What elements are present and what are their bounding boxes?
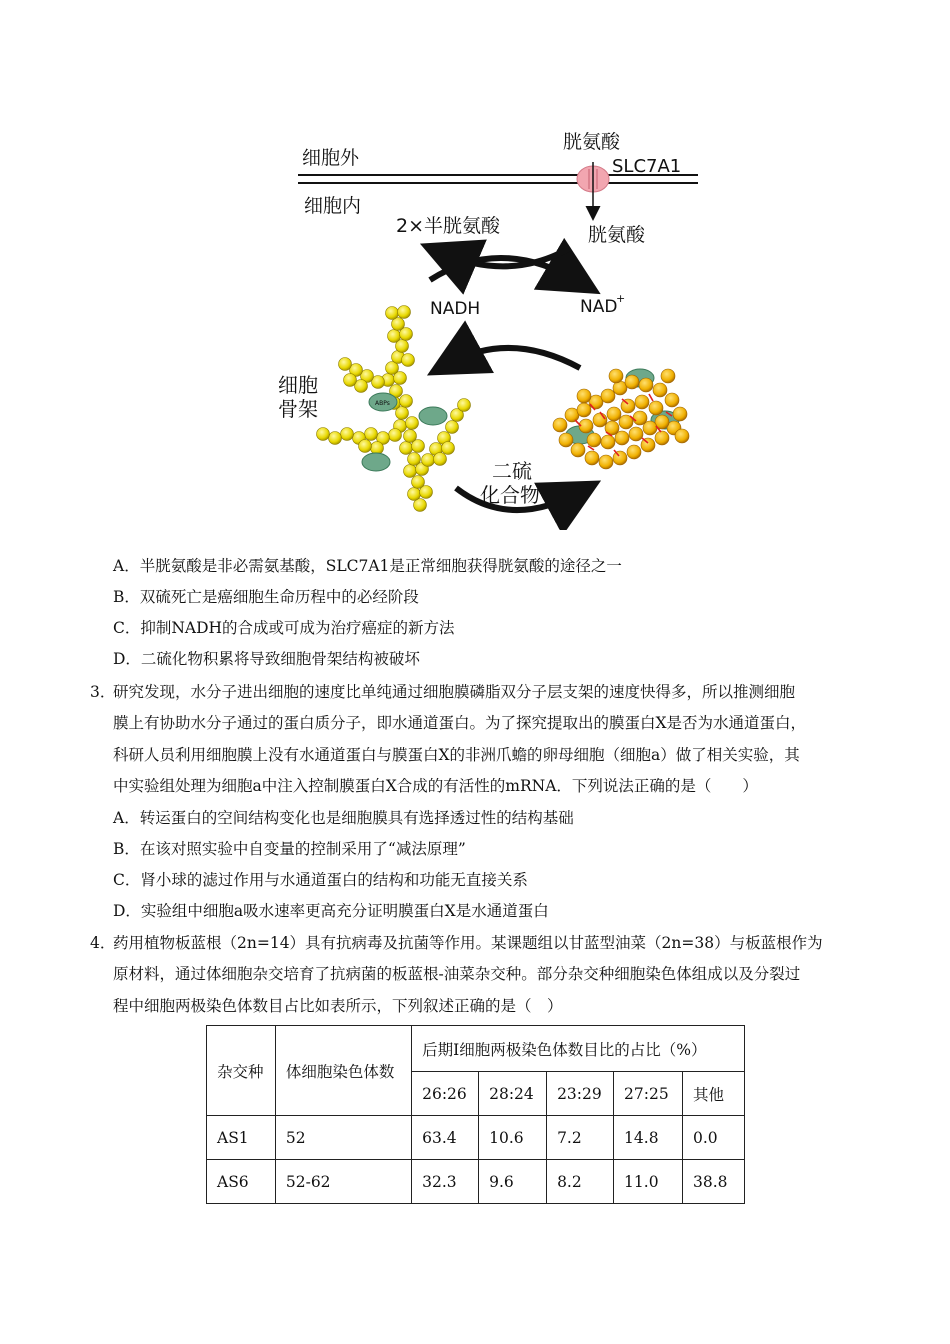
q3-option-d: D．实验组中细胞a吸水速率更高充分证明膜蛋白X是水通道蛋白 <box>113 902 549 920</box>
q3-option-b: B．在该对照实验中自变量的控制采用了“减法原理” <box>113 840 466 858</box>
subheader-cell: 26:26 <box>412 1072 479 1116</box>
disulfide-label-2: 化合物 <box>480 483 540 507</box>
subheader-cell: 27:25 <box>614 1072 683 1116</box>
table-cell: 9.6 <box>479 1160 547 1204</box>
disulfidptosis-figure <box>270 120 710 530</box>
table-cell: 11.0 <box>614 1160 683 1204</box>
table-cell: 32.3 <box>412 1160 479 1204</box>
table-cell: 38.8 <box>683 1160 745 1204</box>
chromosome-ratio-table <box>206 1025 745 1204</box>
oxidation-arrow <box>448 348 580 368</box>
abp-label: ABPs <box>375 400 390 407</box>
header-anaphase-ratio: 后期Ⅰ细胞两极染色体数目比的占比（%） <box>412 1026 745 1072</box>
q4-stem-line-3: 程中细胞两极染色体数目占比如表所示，下列叙述正确的是（ ） <box>113 997 563 1015</box>
q4-stem-line-1: 药用植物板蓝根（2n=14）具有抗病毒及抗菌等作用。某课题组以甘蓝型油菜（2n=38）与板蓝根作为 <box>113 934 823 952</box>
table-cell: 14.8 <box>614 1116 683 1160</box>
nad-label: NAD <box>580 297 618 317</box>
q3-number: 3． <box>90 683 116 701</box>
table-cell: 52 <box>275 1116 411 1160</box>
table-cell: 10.6 <box>479 1116 547 1160</box>
table-cell: 7.2 <box>547 1116 614 1160</box>
cysteine-label: 2×半胱氨酸 <box>396 215 501 237</box>
cystine-top-label: 胱氨酸 <box>563 131 621 153</box>
table-cell: 63.4 <box>412 1116 479 1160</box>
q3-option-a: A．转运蛋白的空间结构变化也是细胞膜具有选择透过性的结构基础 <box>113 809 574 827</box>
q3-option-c: C．肾小球的滤过作用与水通道蛋白的结构和功能无直接关系 <box>113 871 528 889</box>
table-row <box>207 1116 745 1160</box>
table-row <box>207 1160 745 1204</box>
table-header-row <box>207 1026 745 1072</box>
subheader-cell: 23:29 <box>547 1072 614 1116</box>
cytoskeleton-label-2: 骨架 <box>278 397 318 421</box>
nad-superscript: + <box>616 292 626 305</box>
q2-option-b: B．双硫死亡是癌细胞生命历程中的必经阶段 <box>113 588 419 606</box>
q2-option-c: C．抑制NADH的合成或可成为治疗癌症的新方法 <box>113 619 455 637</box>
label-inside: 细胞内 <box>304 195 362 217</box>
table-cell: 0.0 <box>683 1116 745 1160</box>
transporter-label: SLC7A1 <box>612 156 682 177</box>
q3-stem-line-3: 科研人员利用细胞膜上没有水通道蛋白与膜蛋白X的非洲爪蟾的卵母细胞（细胞a）做了相关实验，其 <box>113 746 800 764</box>
table-cell: 52-62 <box>275 1160 411 1204</box>
header-somatic-chromosome: 体细胞染色体数 <box>275 1026 411 1116</box>
nadh-label: NADH <box>430 299 481 319</box>
q2-option-a: A．半胱氨酸是非必需氨基酸，SLC7A1是正常细胞获得胱氨酸的途径之一 <box>113 557 622 575</box>
table-cell: 8.2 <box>547 1160 614 1204</box>
q4-number: 4． <box>90 934 116 952</box>
label-outside: 细胞外 <box>302 147 360 169</box>
q3-stem-line-1: 研究发现，水分子进出细胞的速度比单纯通过细胞膜磷脂双分子层支架的速度快得多，所以推测细胞 <box>113 683 796 701</box>
reduction-arrow <box>430 258 580 282</box>
cytoskeleton-label-1: 细胞 <box>278 373 318 397</box>
header-hybrid: 杂交种 <box>207 1026 276 1116</box>
q2-option-d: D．二硫化物积累将导致细胞骨架结构被破坏 <box>113 650 420 668</box>
table-cell: AS1 <box>207 1116 276 1160</box>
cystine-inside-label: 胱氨酸 <box>588 224 646 246</box>
subheader-cell: 其他 <box>683 1072 745 1116</box>
table-cell: AS6 <box>207 1160 276 1204</box>
disulfide-aggregate <box>553 369 689 469</box>
subheader-cell: 28:24 <box>479 1072 547 1116</box>
disulfide-label-1: 二硫 <box>492 459 532 483</box>
q3-stem-line-4: 中实验组处理为细胞a中注入控制膜蛋白X合成的有活性的mRNA．下列说法正确的是（ ） <box>113 777 758 795</box>
q4-stem-line-2: 原材料，通过体细胞杂交培育了抗病菌的板蓝根-油菜杂交种。部分杂交种细胞染色体组成以及分裂过 <box>113 965 801 983</box>
q3-stem-line-2: 膜上有协助水分子通过的蛋白质分子，即水通道蛋白。为了探究提取出的膜蛋白X是否为水通道蛋白， <box>113 714 807 732</box>
